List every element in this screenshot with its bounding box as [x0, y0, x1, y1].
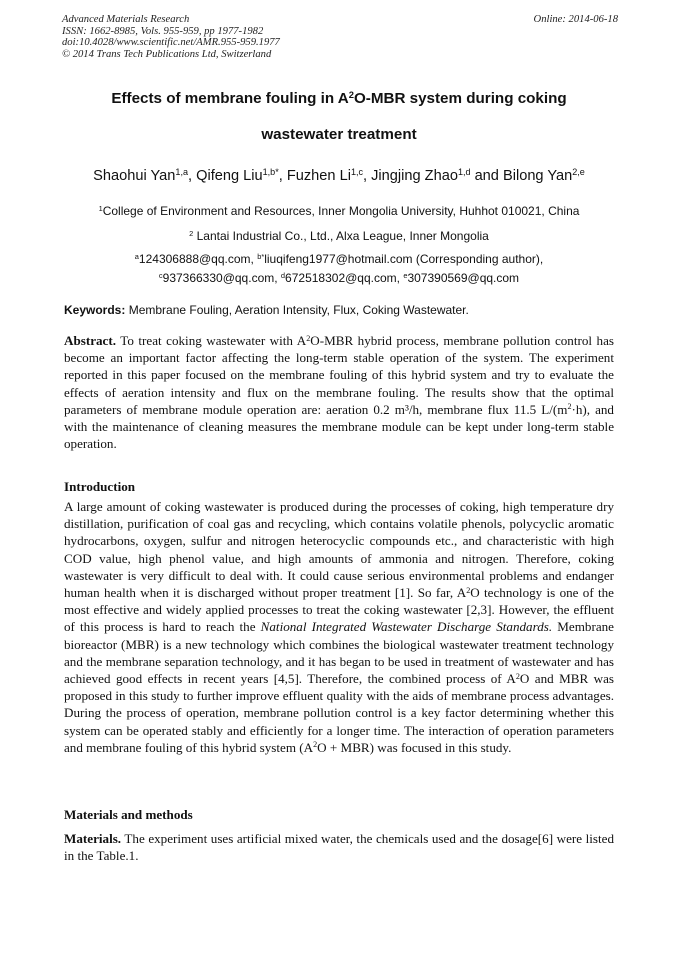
author-sup: 1,a — [175, 167, 188, 178]
abstract-text: To treat coking wastewater with A — [116, 333, 307, 348]
email-link[interactable]: 672518302@qq.com, — [285, 271, 404, 285]
title-part: Effects of membrane fouling in A — [111, 90, 349, 107]
author-sup: 1,b* — [262, 167, 279, 178]
journal-header — [62, 14, 618, 60]
author-sep: , — [363, 168, 372, 184]
aff-text: College of Environment and Resources, Inner Mongolia University, Huhhot 010021, China — [102, 204, 580, 218]
abstract-sup: 2 — [306, 333, 311, 343]
abstract-paragraph — [64, 332, 614, 452]
abstract-label: Abstract. — [64, 333, 116, 348]
aff-text: Lantai Industrial Co., Ltd., Alxa League, Inner Mongolia — [193, 229, 489, 243]
author-sep: , — [187, 168, 197, 184]
email-link[interactable]: 307390569@qq.com — [407, 271, 520, 285]
materials-label: Materials. — [64, 831, 122, 846]
email-link[interactable]: liuqifeng1977@hotmail.com (Corresponding author), — [264, 252, 544, 266]
issn-line: ISSN: 1662-8985, Vols. 955-959, pp 1977-1982 — [62, 25, 264, 37]
intro-text: Membrane bioreactor (MBR) is a new technology which combines the biological wastewater treatment technology and the membrane separation technology, and it has began to be used in treatment of wastewater and has achieved good effects in recent years [4,5]. Therefore, the combined process of A — [64, 619, 614, 687]
author-sup: 1,d — [457, 167, 471, 178]
author-name: Qifeng Liu — [196, 168, 263, 184]
aff-sup: 2 — [189, 228, 194, 238]
author-name: Fuzhen Li — [286, 168, 351, 184]
intro-text: O technology is one of the most effective and widely applied processes to treat the coking wastewater [2,3]. However, the effluent of this process is hard to reach the — [64, 585, 614, 635]
title-part: O-MBR system during coking — [353, 90, 567, 107]
title-sup: 2 — [348, 88, 354, 100]
abstract-text: O-MBR hybrid process, membrane pollution control has become an important factor affecting the long-term stable operation of the system. The experiment reported in this paper focused on the membrane fouling of this hybrid system and try to evaluate the effects of aeration intensity and flux on the membrane fouling. The results show that the optimal parameters of membrane module operation are: aeration 0.2 m³/h, membrane flux 11.5 L/(m — [64, 333, 614, 417]
email-sup: b* — [257, 251, 265, 261]
paper-title-line-1 — [40, 90, 638, 107]
email-link[interactable]: 124306888@qq.com, — [138, 252, 258, 266]
materials-paragraph — [64, 830, 614, 864]
introduction-paragraph — [64, 498, 614, 756]
author-sep: , — [278, 168, 287, 184]
email-sup: a — [134, 251, 139, 261]
affiliation-1 — [20, 204, 658, 218]
intro-sup: 2 — [466, 585, 471, 595]
intro-sup: 2 — [515, 671, 520, 681]
keywords — [64, 303, 469, 317]
email-sup: c — [158, 270, 163, 280]
introduction-heading: Introduction — [64, 479, 136, 494]
materials-text: The experiment uses artificial mixed water, the chemicals used and the dosage[6] were listed in the Table.1. — [64, 831, 614, 864]
affiliation-2 — [20, 229, 658, 243]
email-sup: e — [403, 270, 408, 280]
email-sup: d — [280, 270, 286, 280]
aff-sup: 1 — [98, 203, 103, 213]
email-line-2 — [20, 271, 658, 285]
author-list — [20, 168, 658, 184]
author-name: Jingjing Zhao — [371, 168, 458, 184]
email-line-1 — [20, 252, 658, 266]
intro-italic: National Integrated Wastewater Discharge Standards. — [260, 619, 553, 635]
author-sup: 1,c — [350, 167, 364, 178]
intro-text: O + MBR) was focused in this study. — [317, 739, 512, 755]
keywords-label: Keywords: — [64, 303, 126, 317]
abstract-text: ·h), and with the maintenance of cleaning measures the membrane module can be kept under long-term stable operation. — [64, 401, 614, 452]
author-name: Shaohui Yan — [93, 168, 176, 184]
methods-heading: Materials and methods — [64, 807, 193, 822]
keywords-text: Membrane Fouling, Aeration Intensity, Flux, Coking Wastewater. — [125, 303, 469, 317]
copyright-line: © 2014 Trans Tech Publications Ltd, Switzerland — [62, 48, 272, 60]
author-sup: 2,e — [572, 167, 585, 178]
intro-text: O and MBR was proposed in this study to further improve effluent quality with the aids of membrane process advantages. During the process of operation, membrane pollution control is a key factor determining whether this system can be operated stably and efficiently for a longer time. The interaction of operation parameters and membrane fouling of this hybrid system (A — [64, 671, 615, 755]
paper-title-line-2: wastewater treatment — [261, 126, 417, 143]
doi-line[interactable]: doi:10.4028/www.scientific.net/AMR.955-959.1977 — [62, 37, 280, 49]
intro-text: A large amount of coking wastewater is produced during the processes of coking, high temperature dry distillation, purification of coal gas and recycling, which contains volatile phenols, polycyclic aromatic hydrocarbons, oxygen, sulfur and nitrogen heterocyclic compounds etc., and characteristic with high COD value, high phenol value, and high amounts of ammonia and nitrogen. Therefore, coking wastewater is very difficult to deal with. It could cause serious environmental problems and endanger human health when it is discharged without proper treatment [1]. So far, A — [64, 499, 614, 601]
online-date: Online: 2014-06-18 — [533, 14, 618, 25]
author-sep: and — [470, 168, 503, 184]
author-name: Bilong Yan — [502, 168, 573, 184]
journal-name: Advanced Materials Research — [62, 14, 190, 25]
intro-sup: 2 — [313, 740, 318, 750]
abstract-sup: 2 — [567, 402, 572, 412]
email-link[interactable]: 937366330@qq.com, — [162, 271, 281, 285]
